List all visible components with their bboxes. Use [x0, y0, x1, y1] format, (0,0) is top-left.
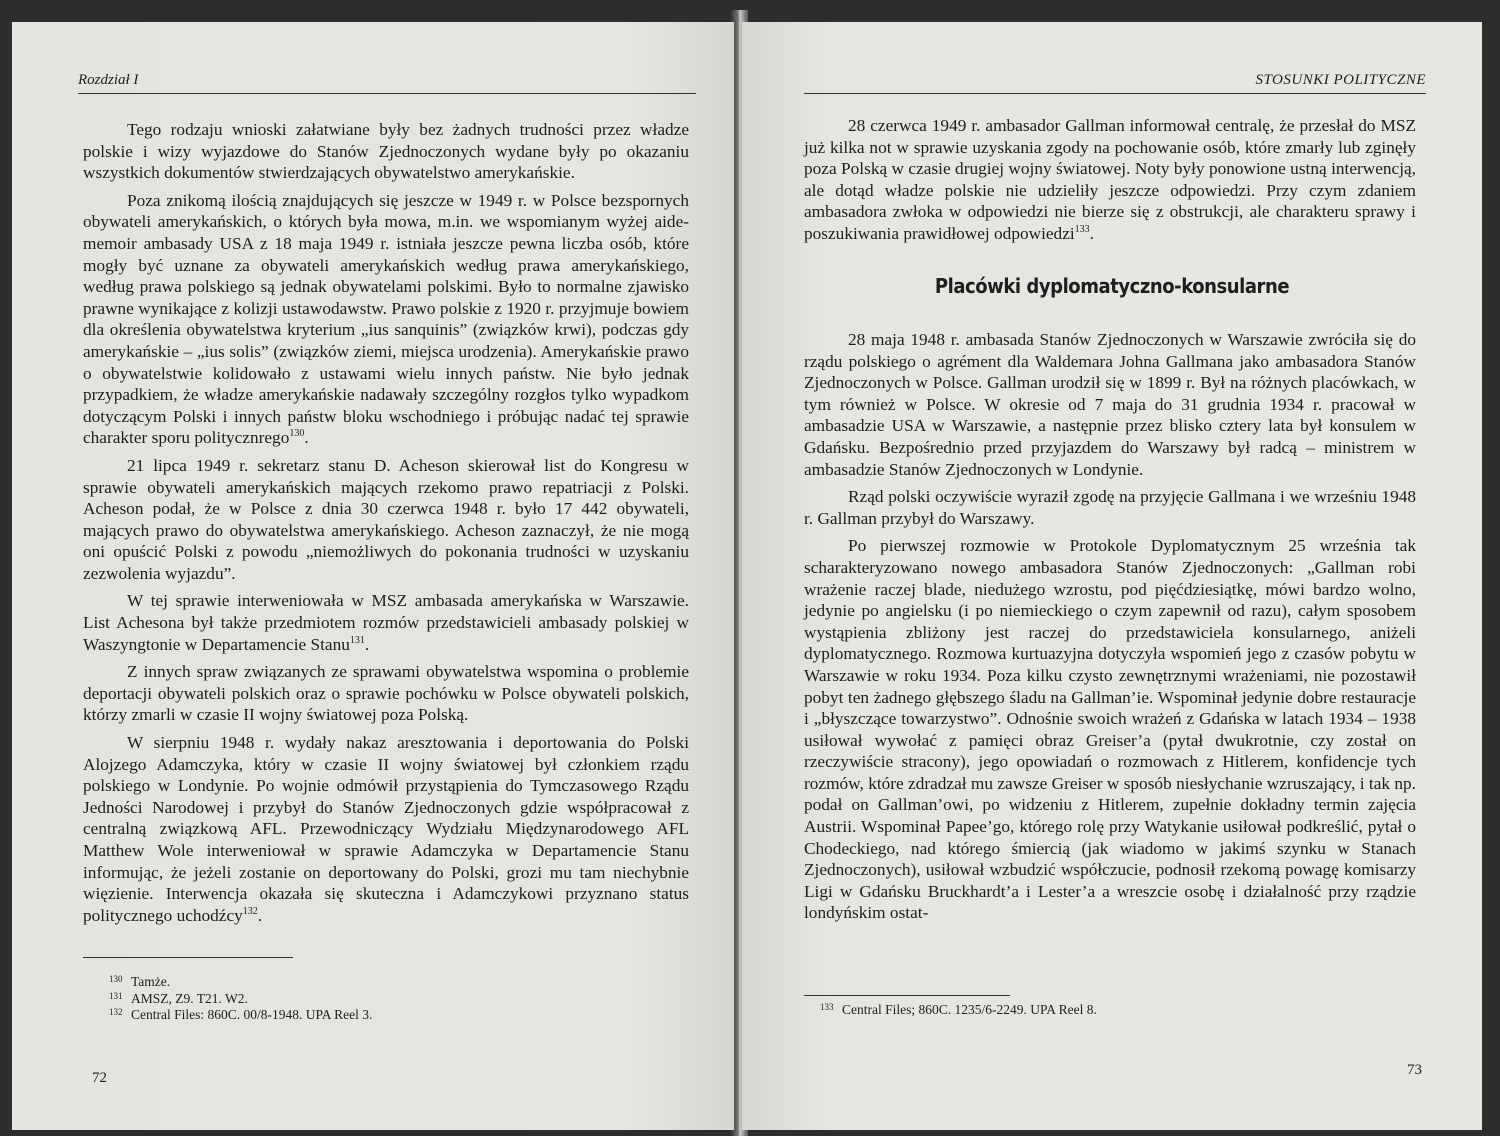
paragraph: W sierpniu 1948 r. wydały nakaz aresztowania i deportowania do Polski Alojzego Adamczyka, który w czasie II wojny światowej był członkiem rządu polskiego w Londynie. Po wojnie odmówił przystąpienia do Tymczasowego Rządu Jedności Narodowej i przybył do Stanów Zjednoczonych gdzie współpracował z centralną związkową AFL. Przewodniczący Wydziału Międzynarodowego AFL Matthew Wole interweniował w sprawie Adamczyka w Departamencie Stanu informując, że jeżeli zostanie on deportowany do Polski, grozi mu tam niechybnie więzienie. Interwencja okazała się skuteczna i Adamczykowi przyznano status politycznego uchodźcy$^{132}$.: [83, 733, 689, 925]
footnote-rule-left: [83, 957, 293, 958]
left-body-text: [83, 119, 689, 932]
paragraph: 28 czerwca 1949 r. ambasador Gallman informował centralę, że przesłał do MSZ już kilka not w sprawie uzyskania zgody na pochowanie osób, które zmarły lub zginęły poza Polską w czasie drugiej wojny światowej. Noty były ponowione ustną interwencją, ale dotąd władze polskie nie udzieliły jeszcze odpowiedzi. Przy czym zdaniem ambasadora zwłoka w odpowiedzi nie bierze się z obstrukcji, ale charakteru sprawy i poszukiwania prawidłowej odpowiedzi$^{133}$.: [804, 116, 1416, 243]
footnote: 132 Central Files: 860C. 00/8-1948. UPA Reel 3.: [109, 1007, 373, 1022]
paragraph: W tej sprawie interweniowała w MSZ ambasada amerykańska w Warszawie. List Achesona był także przedmiotem rozmów przedstawicieli ambasady polskiej w Waszyngtonie w Departamencie Stanu$^{131}$.: [83, 591, 689, 654]
paragraph: Poza znikomą ilością znajdujących się jeszcze w 1949 r. w Polsce bezspornych obywateli amerykańskich, o których była mowa, m.in. we wspomianym wyżej aide-memoir ambasady USA z 18 maja 1949 r. istniała jeszcze pewna liczba osób, które mogły być uznane za obywateli amerykańskich według prawa amerykańskiego, według prawa polskiego są jednak obywatelami polskimi. Było to normalne zjawisko prawne wynikające z kolizji ustawodawstw. Prawo polskie z 1920 r. przyjmuje bowiem dla określenia obywatelstwa kryterium „ius sanquinis” (związków krwi), podczas gdy amerykańskie – „ius solis” (związków ziemi, miejsca urodzenia). Amerykańskie prawo o obywatelstwie kolidowało z ustawami wielu innych państw. Nie było jednak przypadkiem, że władze amerykańskie nadawały szczególny rozgłos tylko wypadkom dotyczącym Polski i innych państw bloku wschodniego i próbując nadać tej sprawie charakter sporu politycznrego$^{130}$.: [83, 190, 689, 448]
footnote-ref: 133: [1074, 224, 1090, 236]
footnote: 130 Tamże.: [109, 974, 171, 989]
paragraph: 28 maja 1948 r. ambasada Stanów Zjednoczonych w Warszawie zwróciła się do rządu polskiego o agrément dla Waldemara Johna Gallmana jako ambasadora Stanów Zjednoczonych w Polsce. Gallman urodził się w 1899 r. Był na różnych placówkach, w tym również w Polsce. W okresie od 7 maja do 31 grudnia 1934 r. pracował w ambasadzie USA w Warszawie, a następnie przez blisko cztery lata był konsulem w Gdańsku. Bezpośrednio przed przyjazdem do Warszawy był radcą – ministrem w ambasadzie Stanów Zjednoczonych w Londynie.: [804, 330, 1416, 479]
running-header-left: Rozdział I: [78, 72, 139, 88]
section-heading: Placówki dyplomatyczno-konsularne: [934, 274, 1290, 298]
paragraph: Tego rodzaju wnioski załatwiane były bez żadnych trudności przez władze polskie i wizy wyjazdowe do Stanów Zjednoczonych wydane były po okazaniu wszystkich dokumentów stwierdzających obywatelstwo amerykańskie.: [83, 120, 689, 183]
footnote: 133 Central Files; 860C. 1235/6-2249. UPA Reel 8.: [820, 1002, 1097, 1017]
running-header-right: STOSUNKI POLITYCZNE: [1255, 72, 1426, 88]
page-number-left: 72: [92, 1070, 107, 1086]
footnote-ref: 130: [289, 428, 305, 440]
right-body-text: [804, 329, 1416, 930]
header-rule-left: [78, 93, 696, 94]
paragraph: Po pierwszej rozmowie w Protokole Dyplomatycznym 25 września tak scharakteryzowano nowego ambasadora Stanów Zjednoczonych: „Gallman robi wrażenie raczej blade, niedużego wzrostu, pod pięćdziesiątkę, mówi bardzo wolno, jedynie po angielsku (i po niemieckiego o czym zapewnił od razu), całym sposobem wystąpienia zbliżony jest raczej do przedstawiciela konsularnego, aniżeli dyplomatycznego. Rozmowa kurtuazyjna dotyczyła wspomień jego z czasów pobytu w Warszawie w roku 1934. Poza kilku czysto zewnętrznymi wrażeniami, nie pozostawił pobyt ten żadnego głębszego śladu na Gallman’ie. Wspominał jedynie dobre restauracje i „błyszczące towarzystwo”. Odnośnie swoich wrażeń z Gdańska w latach 1934 – 1938 usiłował wywołać z pamięci obraz Greiser’a (pytał dwukrotnie, czy został on rzeczywiście stracony), jego opowiadań o rozmowach z Hitlerem, konfidencje tych rozmów, które zdradzał mu zawsze Greiser w sposób niesłychanie wzruszający, i tak np. podał on Gallman’owi, po widzeniu z Hitlerem, zupełnie dokładny termin zajęcia Austrii. Wspominał Papee’go, którego rolę przy Watykanie usiłował podkreślić, pytał o Chodeckiego, nad którego śmiercią (jak wiadomo w jakimś szynku w Stanach Zjednoczonych), usiłował wzbudzić współczucie, podnosił rzekomą powagę komisarzy Ligi w Gdańsku Bruckhardt’a i Lester’a a wreszcie osobę i działalność przy rządzie londyńskim ostat-: [804, 536, 1416, 923]
right-page: [742, 22, 1482, 1130]
page-number-right: 73: [1407, 1062, 1422, 1078]
footnote-rule-right: [804, 995, 1010, 996]
header-rule-right: [804, 93, 1426, 94]
footnotes-right: [820, 1002, 1320, 1019]
left-page: [12, 22, 734, 1130]
right-intro-text: [804, 115, 1416, 251]
paragraph: 21 lipca 1949 r. sekretarz stanu D. Acheson skierował list do Kongresu w sprawie obywateli amerykańskich mających rzekomo prawo repatriacji z Polski. Acheson podał, że w Polsce z dnia 30 czerwca 1948 r. było 17 442 obywateli, mających prawo do obywatelstwa amerykańskiego. Acheson zaznaczył, że nie mogą oni opuścić Polski z powodu „niemożliwych do pokonania trudności w uzyskaniu zezwolenia wyjazdu”.: [83, 455, 689, 583]
footnote: 131 AMSZ, Z9. T21. W2.: [109, 990, 248, 1006]
paragraph: Rząd polski oczywiście wyraził zgodę na przyjęcie Gallmana i we wrześniu 1948 r. Gallman przybył do Warszawy.: [804, 487, 1416, 528]
paragraph: Z innych spraw związanych ze sprawami obywatelstwa wspomina o problemie deportacji obywateli polskich oraz o sprawie pochówku w Polsce obywateli polskich, którzy zmarli w czasie II wojny światowej poza Polską.: [83, 662, 689, 725]
footnote-ref: 132: [242, 906, 258, 918]
footnote-ref: 131: [349, 634, 365, 646]
footnotes-left: [109, 974, 609, 1024]
